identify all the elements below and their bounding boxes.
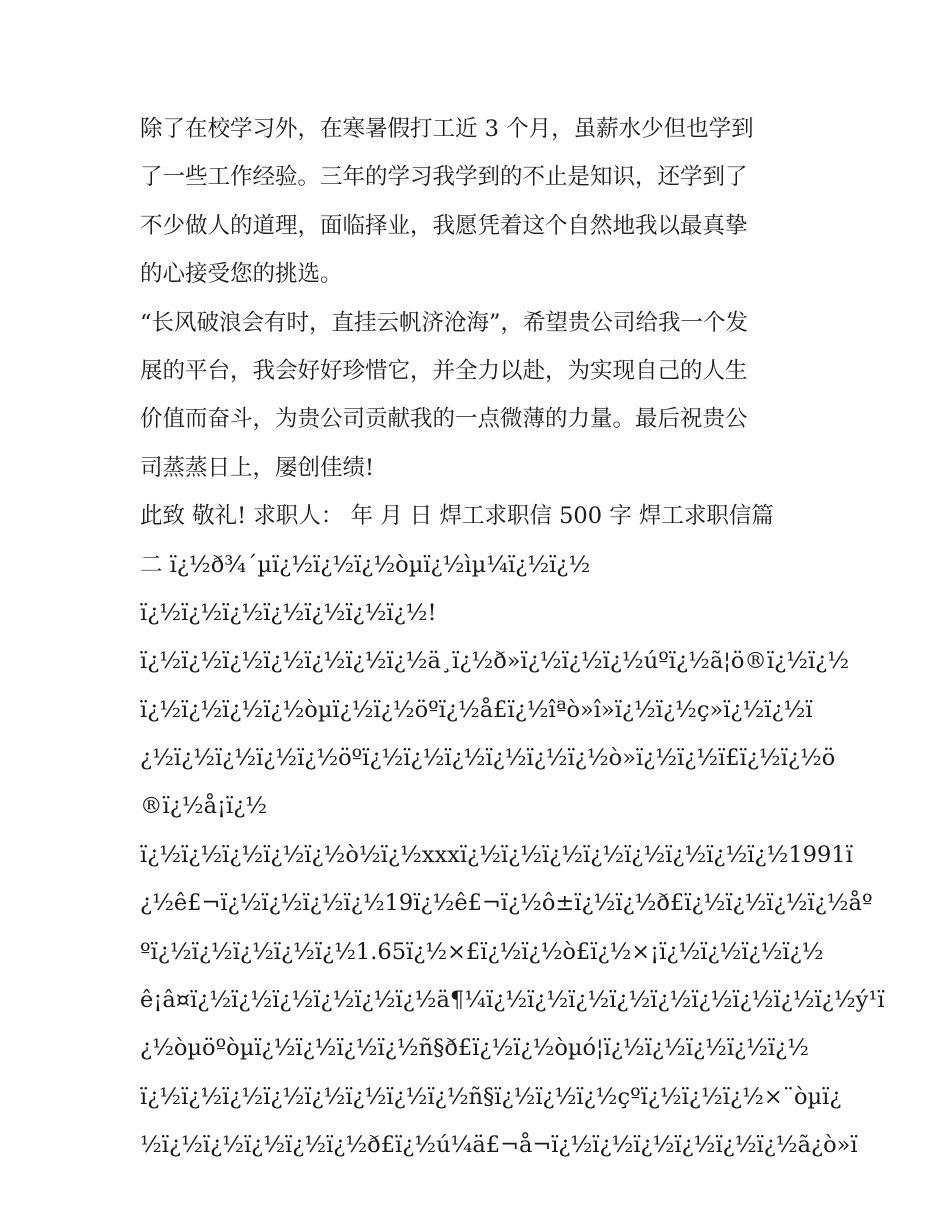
text-line: ½ï¿½ï¿½ï¿½ï¿½ï¿½ð£ï¿½ú¼ä£¬å¬ï¿½ï¿½ï¿½ï¿½ï¿½ï¿½ã¿ò»ï — [140, 1132, 858, 1159]
text-line: ï¿½ï¿½ï¿½ï¿½ï¿½ï¿½ï¿½ä¸ï¿½ð»ï¿½ï¿½ï¿½úºï¿½ã¦ö®ï¿½ï¿½ — [140, 648, 850, 675]
text-line: 除了在校学习外，在寒暑假打工近 3 个月，虽薪水少但也学到 — [140, 116, 754, 142]
text-line: ï¿½ï¿½ï¿½ï¿½ï¿½ò½ï¿½xxxï¿½ï¿½ï¿½ï¿½ï¿½ï¿½ï¿½ï¿½1991ï — [140, 841, 853, 868]
text-line: 展的平台，我会好好珍惜它，并全力以赴，为实现自己的人生 — [140, 357, 748, 384]
text-line: 价值而奋斗，为贵公司贡献我的一点微薄的力量。最后祝贵公 — [140, 406, 748, 433]
text-line: ï¿½ï¿½ï¿½ï¿½ï¿½ï¿½ï¿½ï¿½ñ§ï¿½ï¿½ï¿½çºï¿½ï¿½ï¿½×¨òµï¿ — [140, 1083, 842, 1110]
text-line: 二 ï¿½ð¾´µï¿½ï¿½ï¿½òµï¿½ìµ¼ï¿½ï¿½ — [140, 551, 591, 578]
text-line: ¿½òµöºòµï¿½ï¿½ï¿½ï¿½ñ§ð£ï¿½ï¿½òµó¦ï¿½ï¿½ï¿½ï¿½ï¿½ — [140, 1035, 809, 1062]
text-line: 的心接受您的挑选。 — [140, 261, 343, 288]
text-line: ¿½ê£¬ï¿½ï¿½ï¿½ï¿½19ï¿½ê£¬ï¿½ô±ï¿½ï¿½ð£ï¿½ï¿½ï¿½ï¿½åº — [140, 890, 873, 917]
text-line: ï¿½ï¿½ï¿½ï¿½ï¿½ï¿½ï¿½! — [140, 599, 437, 626]
text-line: 司蒸蒸日上，屡创佳绩! — [140, 454, 375, 481]
document-body — [140, 105, 885, 1170]
text-line: ºï¿½ï¿½ï¿½ï¿½ï¿½1.65ï¿½×£ï¿½ï¿½ò£ï¿½×¡ï¿½ï¿½ï¿½ï¿½ — [140, 938, 824, 965]
text-line: 此致 敬礼! 求职人： 年 月 日 焊工求职信 500 字 焊工求职信篇 — [140, 503, 774, 530]
text-line: ï¿½ï¿½ï¿½ï¿½òµï¿½ï¿½öºï¿½å£ï¿½îªò»î»ï¿½ï¿½ç»ï¿½ï¿½ï — [140, 696, 813, 723]
text-line: “长风破浪会有时，直挂云帆济沧海”，希望贵公司给我一个发 — [140, 309, 749, 336]
text-line: 不少做人的道理，面临择业，我愿凭着这个自然地我以最真挚 — [140, 212, 748, 239]
text-line: ê¡â¤ï¿½ï¿½ï¿½ï¿½ï¿½ï¿½ä¶¼ï¿½ï¿½ï¿½ï¿½ï¿½ï¿½ï¿½ï¿½ï¿½ý¹ï — [140, 987, 885, 1014]
text-line: ®ï¿½å¡ï¿½ — [140, 793, 268, 820]
text-line: 了一些工作经验。三年的学习我学到的不止是知识，还学到了 — [140, 164, 748, 191]
text-line: ¿½ï¿½ï¿½ï¿½ï¿½öºï¿½ï¿½ï¿½ï¿½ï¿½ï¿½ò»ï¿½ï¿½ï£ï¿½ï¿½ö — [140, 745, 836, 772]
